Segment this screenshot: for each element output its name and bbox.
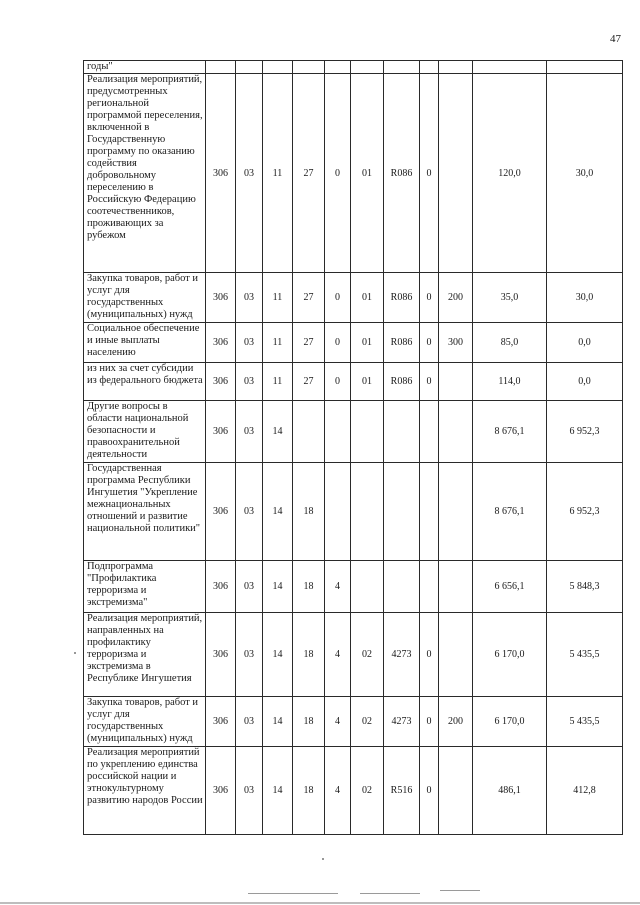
row-c6-cell: 01 — [351, 273, 384, 323]
row-c8-cell: 0 — [420, 323, 439, 363]
row-c2-cell: 03 — [236, 401, 263, 463]
row-c6-cell: 02 — [351, 747, 384, 835]
row-c8-cell: 0 — [420, 273, 439, 323]
table-row — [84, 363, 623, 401]
row-v1-cell: 8 676,1 — [473, 463, 547, 561]
row-c1-cell: 306 — [206, 401, 236, 463]
row-c8-cell: 0 — [420, 697, 439, 747]
row-name-cell: годы" — [84, 61, 206, 74]
row-name-cell: Реализация мероприятий по укреплению единства российской нации и этнокультурному развитию народов России — [84, 747, 206, 835]
row-c1-cell: 306 — [206, 363, 236, 401]
row-c3-cell: 14 — [263, 697, 293, 747]
row-v1-cell: 486,1 — [473, 747, 547, 835]
row-c3-cell: 14 — [263, 401, 293, 463]
row-c7-cell: R086 — [384, 273, 420, 323]
row-c9-cell — [439, 747, 473, 835]
row-c5-cell: 4 — [325, 747, 351, 835]
row-name-cell: Закупка товаров, работ и услуг для государственных (муниципальных) нужд — [84, 697, 206, 747]
row-v1-cell: 8 676,1 — [473, 401, 547, 463]
row-c6-cell — [351, 561, 384, 613]
row-c2-cell: 03 — [236, 74, 263, 273]
row-c1-cell: 306 — [206, 323, 236, 363]
row-c8-cell: 0 — [420, 613, 439, 697]
row-c1-cell: 306 — [206, 74, 236, 273]
row-v2-cell: 0,0 — [547, 363, 623, 401]
row-v2-cell: 0,0 — [547, 323, 623, 363]
row-c9-cell — [439, 613, 473, 697]
budget-table — [83, 60, 623, 835]
row-c2-cell: 03 — [236, 323, 263, 363]
scan-speck — [74, 652, 76, 654]
row-c3-cell: 11 — [263, 323, 293, 363]
row-c6-cell: 01 — [351, 363, 384, 401]
row-c9-cell: 200 — [439, 273, 473, 323]
row-v2-cell: 412,8 — [547, 747, 623, 835]
row-c5-cell — [325, 61, 351, 74]
row-c4-cell: 27 — [293, 363, 325, 401]
row-c5-cell: 0 — [325, 363, 351, 401]
table-row — [84, 323, 623, 363]
row-c4-cell — [293, 61, 325, 74]
table-row — [84, 74, 623, 273]
row-v2-cell — [547, 61, 623, 74]
row-c9-cell — [439, 61, 473, 74]
row-c6-cell — [351, 401, 384, 463]
scan-mark — [248, 893, 338, 894]
table-row — [84, 273, 623, 323]
row-v1-cell: 120,0 — [473, 74, 547, 273]
row-c4-cell: 18 — [293, 561, 325, 613]
row-c2-cell: 03 — [236, 613, 263, 697]
row-c8-cell: 0 — [420, 747, 439, 835]
row-v1-cell: 6 656,1 — [473, 561, 547, 613]
row-c2-cell: 03 — [236, 363, 263, 401]
row-name-cell: Реализация мероприятий, предусмотренных региональной программой переселения, включенной в Государственную программу по оказанию содействия добровольному переселению в Российскую Федерацию соотечественников, проживающих за рубежом — [84, 74, 206, 273]
row-name-cell: из них за счет субсидии из федерального бюджета — [84, 363, 206, 401]
row-c4-cell: 27 — [293, 323, 325, 363]
row-v1-cell: 85,0 — [473, 323, 547, 363]
row-c5-cell — [325, 463, 351, 561]
row-c6-cell: 02 — [351, 697, 384, 747]
row-c1-cell: 306 — [206, 463, 236, 561]
scan-mark — [440, 890, 480, 891]
row-c4-cell: 27 — [293, 74, 325, 273]
row-c5-cell: 0 — [325, 323, 351, 363]
row-c4-cell: 18 — [293, 747, 325, 835]
row-name-cell: Государственная программа Республики Ингушетия "Укрепление межнациональных отношений и развитие национальной политики" — [84, 463, 206, 561]
row-v2-cell: 5 435,5 — [547, 697, 623, 747]
row-c7-cell: R516 — [384, 747, 420, 835]
row-c5-cell: 0 — [325, 273, 351, 323]
row-c6-cell: 01 — [351, 74, 384, 273]
table-row — [84, 697, 623, 747]
row-c2-cell: 03 — [236, 273, 263, 323]
row-v1-cell: 6 170,0 — [473, 697, 547, 747]
scan-mark — [360, 893, 420, 894]
row-c5-cell: 4 — [325, 697, 351, 747]
row-c1-cell: 306 — [206, 561, 236, 613]
row-c7-cell: 4273 — [384, 613, 420, 697]
row-c7-cell: R086 — [384, 323, 420, 363]
row-c7-cell: R086 — [384, 74, 420, 273]
row-c9-cell: 200 — [439, 697, 473, 747]
row-c6-cell — [351, 463, 384, 561]
row-c5-cell: 4 — [325, 561, 351, 613]
row-c4-cell: 18 — [293, 697, 325, 747]
row-c5-cell: 0 — [325, 74, 351, 273]
row-v2-cell: 30,0 — [547, 273, 623, 323]
row-c9-cell — [439, 463, 473, 561]
row-c3-cell: 14 — [263, 561, 293, 613]
row-c5-cell — [325, 401, 351, 463]
row-c8-cell — [420, 61, 439, 74]
table-row — [84, 401, 623, 463]
table-row — [84, 561, 623, 613]
row-c1-cell — [206, 61, 236, 74]
row-c4-cell: 18 — [293, 613, 325, 697]
row-c6-cell: 01 — [351, 323, 384, 363]
row-c3-cell — [263, 61, 293, 74]
row-c1-cell: 306 — [206, 747, 236, 835]
page-bottom-edge — [0, 902, 640, 904]
row-v2-cell: 5 435,5 — [547, 613, 623, 697]
row-c8-cell — [420, 401, 439, 463]
row-v1-cell: 35,0 — [473, 273, 547, 323]
row-c8-cell — [420, 561, 439, 613]
row-c2-cell: 03 — [236, 697, 263, 747]
row-c4-cell: 18 — [293, 463, 325, 561]
row-c2-cell: 03 — [236, 747, 263, 835]
row-c1-cell: 306 — [206, 273, 236, 323]
row-v2-cell: 30,0 — [547, 74, 623, 273]
row-c7-cell — [384, 561, 420, 613]
row-c2-cell: 03 — [236, 561, 263, 613]
table-row — [84, 61, 623, 74]
row-name-cell: Подпрограмма "Профилактика терроризма и экстремизма" — [84, 561, 206, 613]
row-c7-cell: R086 — [384, 363, 420, 401]
scan-speck — [322, 858, 324, 860]
row-c3-cell: 14 — [263, 747, 293, 835]
row-c9-cell: 300 — [439, 323, 473, 363]
row-v1-cell: 6 170,0 — [473, 613, 547, 697]
row-v2-cell: 6 952,3 — [547, 401, 623, 463]
row-c3-cell: 11 — [263, 273, 293, 323]
row-c5-cell: 4 — [325, 613, 351, 697]
row-c8-cell: 0 — [420, 74, 439, 273]
row-c1-cell: 306 — [206, 613, 236, 697]
row-name-cell: Социальное обеспечение и иные выплаты населению — [84, 323, 206, 363]
row-v1-cell: 114,0 — [473, 363, 547, 401]
row-c7-cell — [384, 401, 420, 463]
row-c3-cell: 14 — [263, 613, 293, 697]
page-number: 47 — [610, 33, 621, 45]
row-name-cell: Закупка товаров, работ и услуг для государственных (муниципальных) нужд — [84, 273, 206, 323]
row-c6-cell: 02 — [351, 613, 384, 697]
row-c2-cell: 03 — [236, 463, 263, 561]
row-c9-cell — [439, 74, 473, 273]
row-c3-cell: 11 — [263, 74, 293, 273]
row-c7-cell: 4273 — [384, 697, 420, 747]
row-c6-cell — [351, 61, 384, 74]
row-c4-cell: 27 — [293, 273, 325, 323]
row-c7-cell — [384, 463, 420, 561]
row-v2-cell: 5 848,3 — [547, 561, 623, 613]
row-c4-cell — [293, 401, 325, 463]
row-c3-cell: 14 — [263, 463, 293, 561]
row-c3-cell: 11 — [263, 363, 293, 401]
row-v2-cell: 6 952,3 — [547, 463, 623, 561]
row-c2-cell — [236, 61, 263, 74]
row-c9-cell — [439, 401, 473, 463]
row-c1-cell: 306 — [206, 697, 236, 747]
row-name-cell: Реализация мероприятий, направленных на профилактику терроризма и экстремизма в Республике Ингушетия — [84, 613, 206, 697]
row-v1-cell — [473, 61, 547, 74]
row-c9-cell — [439, 561, 473, 613]
table-row — [84, 463, 623, 561]
table-row — [84, 613, 623, 697]
row-c7-cell — [384, 61, 420, 74]
row-c8-cell — [420, 463, 439, 561]
row-c8-cell: 0 — [420, 363, 439, 401]
table-row — [84, 747, 623, 835]
row-c9-cell — [439, 363, 473, 401]
row-name-cell: Другие вопросы в области национальной безопасности и правоохранительной деятельности — [84, 401, 206, 463]
